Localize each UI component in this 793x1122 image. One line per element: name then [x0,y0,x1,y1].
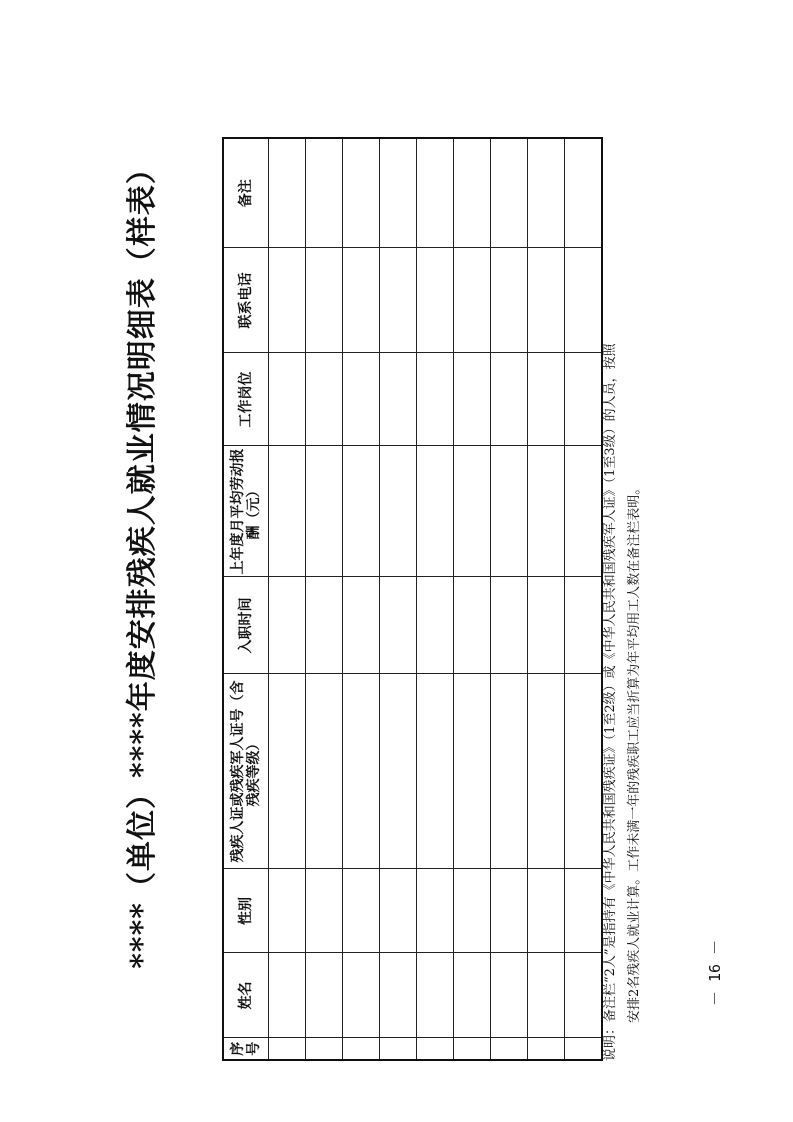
table-row [380,138,417,1060]
table-cell [343,869,380,953]
header-row [223,138,269,1060]
table-row [343,138,380,1060]
table-cell [269,869,306,953]
table-cell [417,353,454,446]
table-cell [454,138,491,248]
table-cell [565,869,603,953]
table-cell [269,138,306,248]
table-cell [417,446,454,577]
table-cell [491,577,528,674]
table-cell [491,869,528,953]
table-cell [528,953,565,1038]
table-cell [454,577,491,674]
table-cell [269,446,306,577]
table-cell [491,674,528,869]
table-cell [565,674,603,869]
table-cell [454,674,491,869]
header-phone: 联系电话 [223,248,269,353]
header-serial-no: 序号 [223,1038,269,1060]
table-cell [528,1038,565,1060]
table-cell [343,1038,380,1060]
table-cell [306,869,343,953]
table-cell [269,953,306,1038]
table-cell [269,248,306,353]
header-hire-date: 入职时间 [223,577,269,674]
table-cell [306,1038,343,1060]
table-cell [454,446,491,577]
table-row [306,138,343,1060]
header-monthly-pay: 上年度月平均劳动报酬（元） [223,446,269,577]
table-row [528,138,565,1060]
table-cell [528,674,565,869]
table-cell [417,248,454,353]
table-cell [380,577,417,674]
employment-detail-table [222,137,603,1061]
table-cell [417,577,454,674]
page-number: － 16 － [706,939,724,1006]
table-cell [528,577,565,674]
table-cell [343,353,380,446]
header-name: 姓名 [223,953,269,1038]
table-cell [380,248,417,353]
table-cell [343,248,380,353]
table-cell [380,674,417,869]
table-cell [343,446,380,577]
table-cell [491,953,528,1038]
table-cell [380,953,417,1038]
table-cell [417,953,454,1038]
table-cell [528,248,565,353]
table-cell [380,1038,417,1060]
note-line-2: 安排2名残疾人就业计算。工作未满一年的残疾职工应当折算为年平均用工人数在备注栏表明。 [627,481,642,1023]
table-cell [565,248,603,353]
table-cell [528,446,565,577]
table-cell [306,577,343,674]
table-cell [565,953,603,1038]
table-row [269,138,306,1060]
table-cell [528,138,565,248]
table-cell [491,1038,528,1060]
table-cell [380,138,417,248]
rotated-sheet [113,61,673,1061]
table-cell [565,138,603,248]
table-cell [306,353,343,446]
table-cell [528,869,565,953]
table-cell [454,953,491,1038]
table-cell [380,353,417,446]
note-label: 说明： [603,1021,618,1061]
table-cell [417,674,454,869]
note-line-1: 备注栏“2人”是指持有《中华人民共和国残疾证》（1至2级）或《中华人民共和国残疾军人证》（1至3级）的人员，按照 [603,343,618,1022]
header-remarks: 备注 [223,138,269,248]
table-cell [343,138,380,248]
table-cell [491,353,528,446]
table-cell [417,869,454,953]
table-cell [491,248,528,353]
table-cell [417,138,454,248]
header-certificate-no: 残疾人证或残疾军人证号（含残疾等级） [223,674,269,869]
table-cell [565,577,603,674]
table-cell [528,353,565,446]
table-cell [565,446,603,577]
table-cell [343,953,380,1038]
table-cell [306,248,343,353]
table-cell [454,353,491,446]
table-cell [269,577,306,674]
table-cell [269,1038,306,1060]
table-cell [269,353,306,446]
table-cell [306,674,343,869]
table-cell [565,353,603,446]
table-row [417,138,454,1060]
table-cell [306,138,343,248]
table-cell [491,138,528,248]
table-row [454,138,491,1060]
table-cell [380,446,417,577]
table-cell [417,1038,454,1060]
table-cell [269,674,306,869]
table-cell [565,1038,603,1060]
table-cell [491,446,528,577]
table-cell [343,674,380,869]
table-cell [343,577,380,674]
table-cell [306,446,343,577]
page-title: ****（单位）****年度安排残疾人就业情况明细表（样表） [125,153,160,969]
table-cell [380,869,417,953]
table-row [565,138,603,1060]
table-cell [306,953,343,1038]
explanation-note [599,61,647,1061]
table-cell [454,869,491,953]
table-cell [454,248,491,353]
header-position: 工作岗位 [223,353,269,446]
table-cell [454,1038,491,1060]
header-gender: 性别 [223,869,269,953]
table-row [491,138,528,1060]
